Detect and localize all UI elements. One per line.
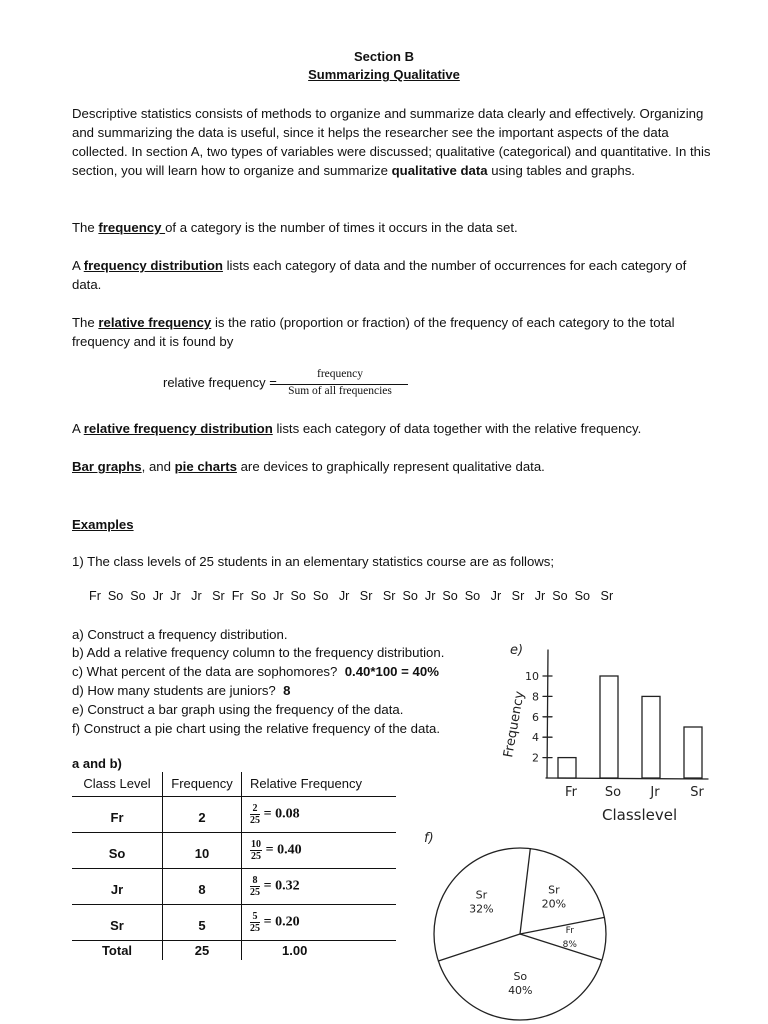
frequency-table	[72, 772, 396, 960]
table-total-row	[72, 940, 396, 960]
bar-fr	[558, 758, 576, 778]
table-row	[72, 868, 396, 904]
examples-heading: Examples	[72, 517, 134, 532]
y-axis-label: Frequency	[501, 689, 528, 759]
formula-label: relative frequency =	[163, 375, 277, 390]
header-relative-frequency: Relative Frequency	[250, 776, 362, 792]
x-tick-label: Jr	[650, 785, 660, 800]
question-c: c) What percent of the data are sophomores? 0.40*100 = 40%	[72, 664, 439, 679]
pie-chart-sketch	[420, 822, 620, 1022]
question-a: a) Construct a frequency distribution.	[72, 627, 288, 642]
class-level-data: Fr So So Jr Jr Jr Sr Fr So Jr So So Jr Sr Sr So Jr So So Jr Sr Jr So So Sr	[89, 589, 614, 603]
pie-slice-percent: 20%	[541, 897, 567, 911]
row-relative-frequency: $\frac{2}{25}$ = 0.08	[250, 802, 300, 826]
y-axis-line	[547, 650, 548, 778]
pie-slice-boundary	[520, 934, 602, 960]
formula-denominator: Sum of all frequencies	[288, 385, 392, 397]
bar-graph-sketch	[490, 636, 710, 826]
row-level: Sr	[72, 904, 163, 940]
relative-frequency-distribution-definition: A relative frequency distribution lists each category of data together with the relative frequency.	[72, 421, 642, 436]
pie-slice-name: Sr	[475, 888, 488, 902]
row-frequency: 2	[163, 796, 242, 832]
table-row	[72, 832, 396, 868]
question-e: e) Construct a bar graph using the frequency of the data.	[72, 702, 404, 717]
pie-slice-percent: 40%	[508, 983, 533, 997]
y-tick-label: 6	[532, 710, 539, 724]
bar-so	[600, 676, 618, 778]
table-row	[72, 904, 396, 940]
pie-slice-name: So	[513, 969, 528, 983]
y-tick-label: 8	[532, 690, 539, 704]
row-level: Jr	[72, 868, 163, 904]
pie-part-label: f)	[424, 831, 434, 846]
relative-frequency-definition: The relative frequency is the ratio (proportion or fraction) of the frequency of each category to the total frequency and it is found by	[72, 315, 675, 349]
row-frequency: 5	[163, 904, 242, 940]
row-relative-frequency: $\frac{10}{25}$ = 0.40	[251, 838, 302, 862]
header-frequency: Frequency	[163, 772, 242, 796]
row-relative-frequency: $\frac{5}{25}$ = 0.20	[250, 910, 300, 934]
page-title: Summarizing Qualitative	[308, 67, 460, 82]
pie-slice-percent: 8%	[562, 939, 577, 950]
frequency-definition: The frequency of a category is the number of times it occurs in the data set.	[72, 220, 518, 235]
question-f: f) Construct a pie chart using the relative frequency of the data.	[72, 721, 440, 736]
question-d: d) How many students are juniors? 8	[72, 683, 291, 698]
y-tick-label: 10	[525, 670, 539, 683]
x-axis-label: Classlevel	[602, 806, 678, 824]
bar-sr	[684, 727, 702, 778]
table-row	[72, 796, 396, 832]
formula-numerator: frequency	[317, 368, 363, 380]
pie-slice-name: Fr	[565, 925, 574, 936]
question-b: b) Add a relative frequency column to the frequency distribution.	[72, 645, 445, 660]
total-frequency: 25	[163, 940, 242, 960]
x-tick-label: Fr	[565, 785, 577, 800]
row-frequency: 10	[163, 832, 242, 868]
x-tick-label: So	[604, 785, 622, 800]
section-label: Section B	[354, 49, 414, 64]
intro-paragraph: Descriptive statistics consists of methods to organize and summarize data clearly and effectively. Organizing and summarizing the data is useful, since it helps the researcher see the important aspects of the data collected. In section A, two types of variables were discussed; qualitative (categorical) and quantitative. In this section, you will learn how to organize and summarize qualitative data using tables and graphs.	[72, 106, 711, 178]
example-1-question: 1) The class levels of 25 students in an elementary statistics course are as follows;	[72, 554, 555, 569]
row-level: Fr	[72, 796, 163, 832]
table-label: a and b)	[72, 756, 122, 771]
row-relative-frequency: $\frac{8}{25}$ = 0.32	[250, 874, 300, 898]
table-header-row	[72, 772, 396, 796]
y-tick-label: 2	[532, 751, 539, 765]
pie-slice-boundary	[520, 917, 604, 934]
header-class-level: Class Level	[72, 772, 163, 796]
row-level: So	[72, 832, 163, 868]
row-frequency: 8	[163, 868, 242, 904]
frequency-distribution-definition: A frequency distribution lists each category of data and the number of occurrences for each category of data.	[72, 258, 687, 292]
graph-types-sentence: Bar graphs, and pie charts are devices to graphically represent qualitative data.	[72, 459, 545, 474]
pie-slice-name: Sr	[548, 883, 560, 897]
bar-part-label: e)	[510, 643, 524, 658]
pie-slice-boundary	[520, 849, 530, 934]
total-relative-frequency: 1.00	[282, 942, 308, 958]
total-label: Total	[72, 940, 163, 960]
y-tick-label: 4	[532, 731, 539, 745]
x-tick-label: Sr	[690, 785, 704, 800]
pie-slice-boundary	[438, 934, 520, 961]
bar-jr	[642, 696, 660, 778]
pie-slice-percent: 32%	[469, 902, 494, 916]
